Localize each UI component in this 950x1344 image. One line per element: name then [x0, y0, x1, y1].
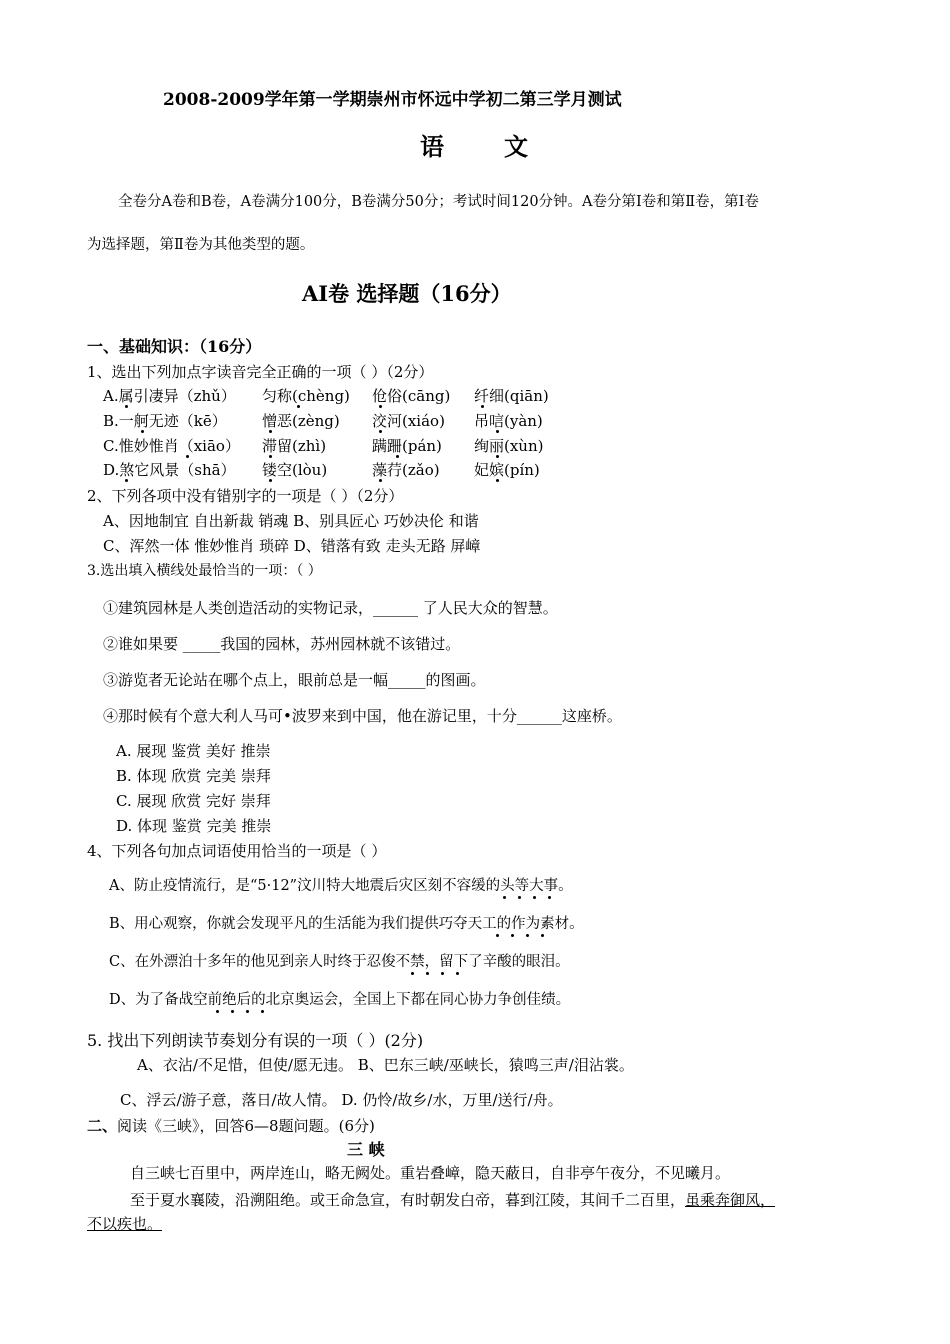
emphasis-dot: [496, 479, 499, 482]
q3-option-a: A. 展现 鉴赏 美好 推崇: [116, 742, 271, 760]
emphasis-dot: [526, 934, 529, 937]
emphasis-dot: [141, 430, 144, 433]
emphasis-dot: [125, 405, 128, 408]
passage-paragraph-1: 自三峡七百里中，两岸连山，略无阙处。重岩叠嶂，隐天蔽日，自非亭午夜分，不见曦月。: [130, 1164, 731, 1182]
emphasis-dot: [269, 430, 272, 433]
emphasis-dot: [216, 1010, 219, 1013]
part2-heading-text: 阅读《三峡》，回答6—8题问题。(6分): [117, 1117, 375, 1135]
q1-option-b-1: B.一舸无迹（kē）: [103, 412, 227, 430]
q5-stem: 5. 找出下列朗读节奏划分有误的一项（ ）(2分): [87, 1031, 424, 1050]
emphasis-dot: [246, 1010, 249, 1013]
section-a-title: AⅠ卷 选择题（16分）: [302, 281, 512, 306]
q1-option-c-3: 蹒跚(pán): [372, 437, 442, 455]
passage-underlined-phrase: 虽乘奔御风，: [685, 1191, 776, 1209]
q2-options-row-1: A、因地制宜 自出新裁 销魂 B、别具匠心 巧妙决伦 和谐: [103, 512, 479, 530]
q1-option-c-4: 绚丽(xùn): [474, 437, 544, 455]
emphasis-dot: [379, 430, 382, 433]
emphasis-dot: [411, 972, 414, 975]
exam-title: 2008-2009学年第一学期崇州市怀远中学初二第三学月测试: [163, 90, 622, 110]
emphasis-dot: [186, 455, 189, 458]
emphasis-dot: [297, 405, 300, 408]
emphasis-dot: [396, 455, 399, 458]
q1-option-d-4: 妃嫔(pín): [474, 461, 540, 479]
q3-sentence-3: ③游览者无论站在哪个点上，眼前总是一幅_____的图画。: [103, 671, 486, 689]
q3-sentence-1: ①建筑园林是人类创造活动的实物记录，______ 了人民大众的智慧。: [103, 599, 558, 617]
emphasis-dot: [548, 896, 551, 899]
q3-option-d: D. 体现 鉴赏 完美 推崇: [116, 817, 272, 835]
emphasis-dot: [518, 896, 521, 899]
emphasis-dot: [379, 405, 382, 408]
emphasis-dot: [496, 430, 499, 433]
emphasis-dot: [496, 455, 499, 458]
part1-heading: 一、基础知识：（16分）: [87, 337, 262, 356]
q1-option-b-3: 洨河(xiáo): [372, 412, 445, 430]
q1-option-a-2: 匀称(chèng): [262, 387, 350, 405]
q1-option-d-3: 藻荇(zǎo): [372, 461, 440, 479]
emphasis-dot: [269, 479, 272, 482]
passage-paragraph-2-continued: 不以疾也。: [87, 1215, 163, 1233]
q1-option-d-2: 镂空(lòu): [262, 461, 328, 479]
q1-option-a-3: 伧俗(cāng): [372, 387, 451, 405]
part2-heading-number: 二、: [87, 1117, 118, 1135]
passage-paragraph-2-text: 至于夏水襄陵，沿溯阻绝。或王命急宣，有时朝发白帝，暮到江陵，其间千二百里，: [130, 1191, 686, 1209]
q1-option-b-4: 吊唁(yàn): [474, 412, 543, 430]
passage-title: 三 峡: [347, 1140, 385, 1159]
emphasis-dot: [511, 934, 514, 937]
q3-option-b: B. 体现 欣赏 完美 崇拜: [116, 767, 271, 785]
emphasis-dot: [456, 972, 459, 975]
emphasis-dot: [426, 972, 429, 975]
q2-stem: 2、下列各项中没有错别字的一项是（ ）（2分）: [87, 487, 404, 505]
q4-option-d: D、为了备战空前绝后的北京奥运会，全国上下都在同心协力争创佳绩。: [109, 992, 571, 1008]
emphasis-dot: [503, 896, 506, 899]
emphasis-dot: [541, 934, 544, 937]
q2-options-row-2: C、浑然一体 惟妙惟肖 琐碎 D、错落有致 走头无路 屏嶂: [103, 537, 481, 555]
emphasis-dot: [231, 1010, 234, 1013]
emphasis-dot: [481, 405, 484, 408]
q4-option-c: C、在外漂泊十多年的他见到亲人时终于忍俊不禁，留下了辛酸的眼泪。: [109, 954, 570, 970]
emphasis-dot: [441, 972, 444, 975]
intro-line-1: 全卷分A卷和B卷，A卷满分100分，B卷满分50分；考试时间120分钟。A卷分第Ⅰ卷和第Ⅱ卷，第Ⅰ卷: [118, 194, 759, 210]
q4-option-a: A、防止疫情流行，是“5·12”汶川特大地震后灾区刻不容缓的头等大事。: [109, 878, 573, 894]
q1-stem: 1、选出下列加点字读音完全正确的一项（ ）（2分）: [87, 363, 434, 381]
q1-option-c-1: C.惟妙惟肖（xiāo）: [103, 437, 240, 455]
q1-option-b-2: 憎恶(zèng): [262, 412, 340, 430]
emphasis-dot: [379, 479, 382, 482]
emphasis-dot: [261, 1010, 264, 1013]
q1-option-c-2: 滞留(zhì): [262, 437, 327, 455]
q3-sentence-4: ④那时候有个意大利人马可•波罗来到中国，他在游记里，十分______这座桥。: [103, 707, 622, 725]
q5-options-row-1: A、衣沾/不足惜，但使/愿无违。 B、巴东三峡/巫峡长，猿鸣三声/泪沾裳。: [137, 1056, 634, 1074]
q1-option-a-1: A.属引凄异（zhǔ）: [103, 387, 236, 405]
q4-option-b: B、用心观察，你就会发现平凡的生活能为我们提供巧夺天工的作为素材。: [109, 916, 584, 932]
emphasis-dot: [125, 479, 128, 482]
passage-paragraph-2: [130, 1190, 775, 1210]
q4-stem: 4、下列各句加点词语使用恰当的一项是（ ）: [87, 842, 387, 860]
emphasis-dot: [496, 934, 499, 937]
q1-option-a-4: 纤细(qiān): [474, 387, 549, 405]
emphasis-dot: [533, 896, 536, 899]
q5-options-row-2: C、浮云/游子意，落日/故人情。 D. 仍怜/故乡/水，万里/送行/舟。: [120, 1091, 563, 1109]
q3-sentence-2: ②谁如果要 _____我国的园林，苏州园林就不该错过。: [103, 635, 461, 653]
intro-line-2: 为选择题，第Ⅱ卷为其他类型的题。: [87, 237, 315, 253]
subject-title: 语文: [420, 132, 588, 161]
q3-stem: 3.选出填入横线处最恰当的一项：（ ）: [87, 563, 322, 579]
emphasis-dot: [269, 455, 272, 458]
part2-heading: [87, 1116, 375, 1136]
q1-option-d-1: D.煞它风景（shā）: [103, 461, 236, 479]
q3-option-c: C. 展现 欣赏 完好 崇拜: [116, 792, 271, 810]
